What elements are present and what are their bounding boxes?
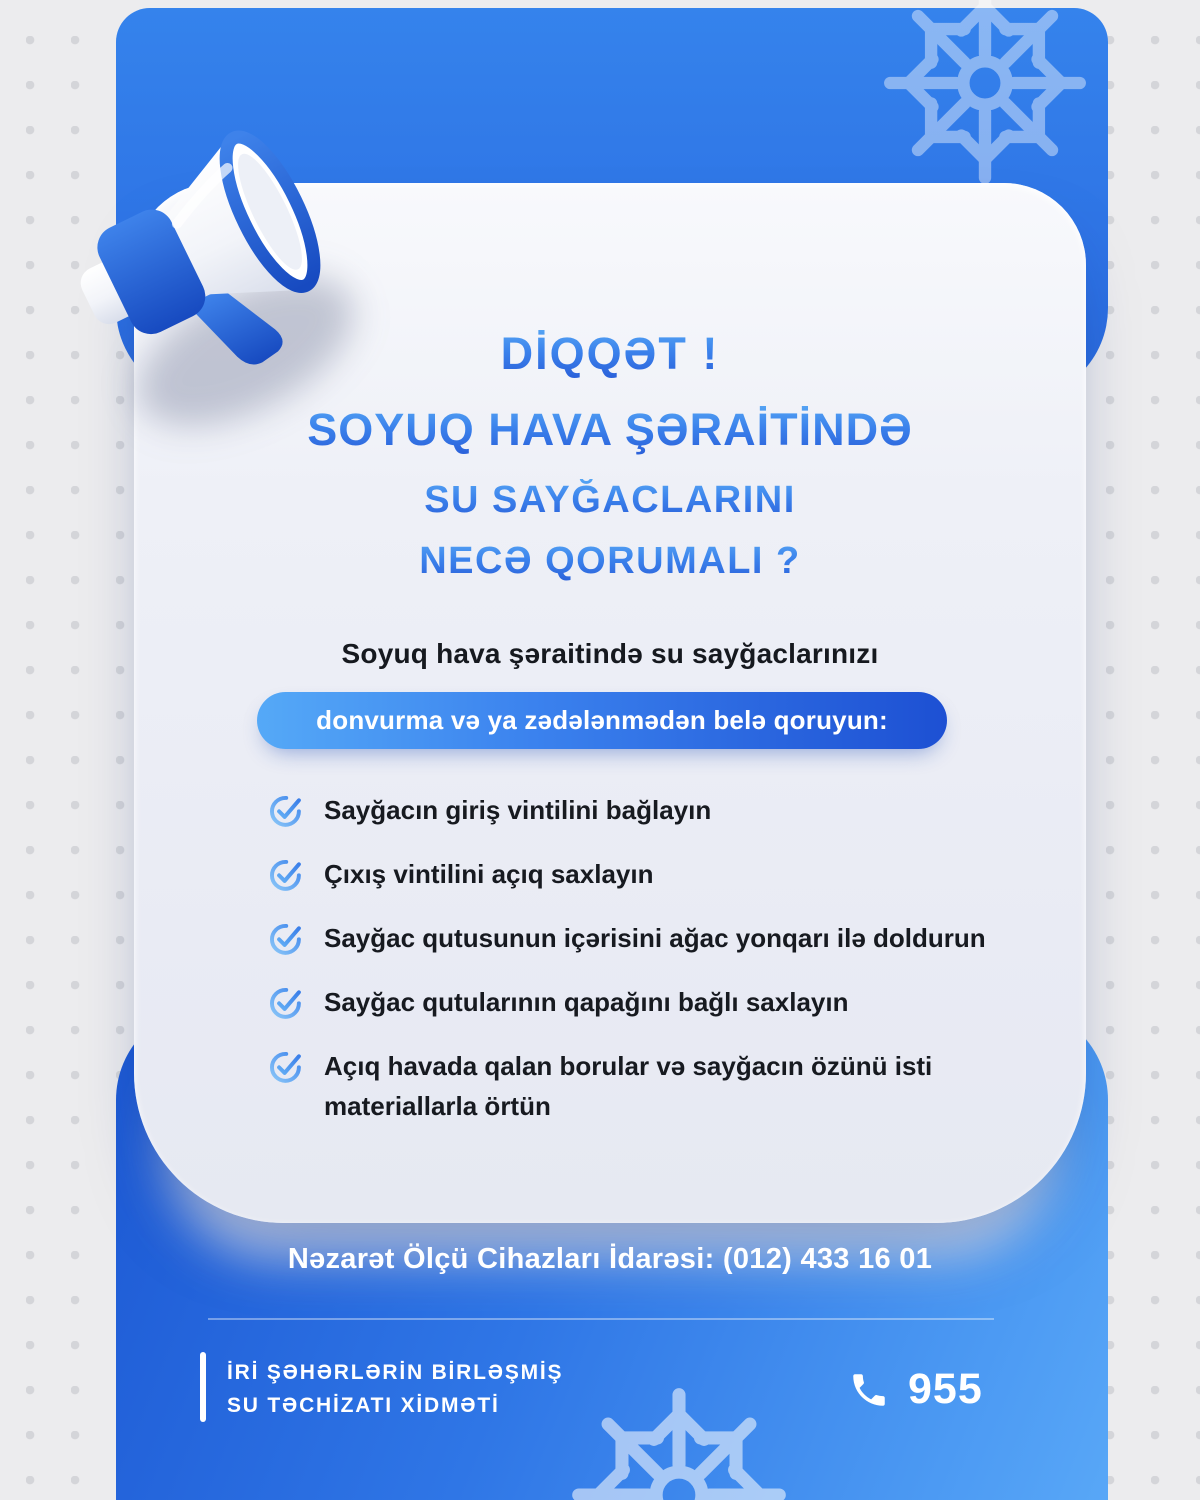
- check-circle-icon: [268, 918, 306, 956]
- checklist-item-label: Sayğac qutusunun içərisini ağac yonqarı ilə doldurun: [324, 923, 986, 953]
- subtitle: Soyuq hava şəraitində su sayğaclarınızı: [341, 638, 879, 669]
- checklist-item: [268, 918, 992, 958]
- check-circle-icon: [268, 1046, 306, 1084]
- checklist-item-label: Sayğac qutularının qapağını bağlı saxlayın: [324, 987, 849, 1017]
- checklist-item: [268, 982, 992, 1022]
- snowflake-icon: [882, 0, 1088, 186]
- footer-divider: [208, 1318, 994, 1320]
- checklist-item-label: Açıq havada qalan borular və sayğacın özünü isti materiallarla örtün: [324, 1051, 933, 1121]
- highlight-pill: donvurma və ya zədələnmədən belə qoruyun:: [257, 692, 947, 749]
- phone-icon: [848, 1369, 890, 1411]
- org-name: [227, 1356, 563, 1422]
- checklist-item: [268, 854, 992, 894]
- checklist-item: [268, 790, 992, 830]
- snowflake-icon: [570, 1386, 788, 1500]
- checklist-item: [268, 1046, 992, 1126]
- headline-line2: SU SAYĞACLARINI: [134, 479, 1086, 522]
- check-circle-icon: [268, 854, 306, 892]
- headline-line1: SOYUQ HAVA ŞƏRAİTİNDƏ: [134, 404, 1086, 456]
- headline-line3: NECƏ QORUMALI ?: [134, 540, 1086, 583]
- checklist: [268, 790, 992, 1126]
- checklist-item-label: Çıxış vintilini açıq saxlayın: [324, 859, 654, 889]
- org-name-line2: SU TƏCHİZATI XİDMƏTİ: [227, 1394, 500, 1417]
- org-accent-bar: [200, 1352, 206, 1422]
- attention-title: DİQQƏT !: [134, 328, 1086, 380]
- contact-line: Nəzarət Ölçü Cihazları İdarəsi: (012) 433 16 01: [287, 1243, 933, 1275]
- org-name-line1: İRİ ŞƏHƏRLƏRİN BİRLƏŞMİŞ: [227, 1361, 564, 1384]
- hotline-number: 955: [908, 1365, 983, 1413]
- hotline: [848, 1365, 983, 1414]
- check-circle-icon: [268, 982, 306, 1020]
- check-circle-icon: [268, 790, 306, 828]
- checklist-item-label: Sayğacın giriş vintilini bağlayın: [324, 795, 712, 825]
